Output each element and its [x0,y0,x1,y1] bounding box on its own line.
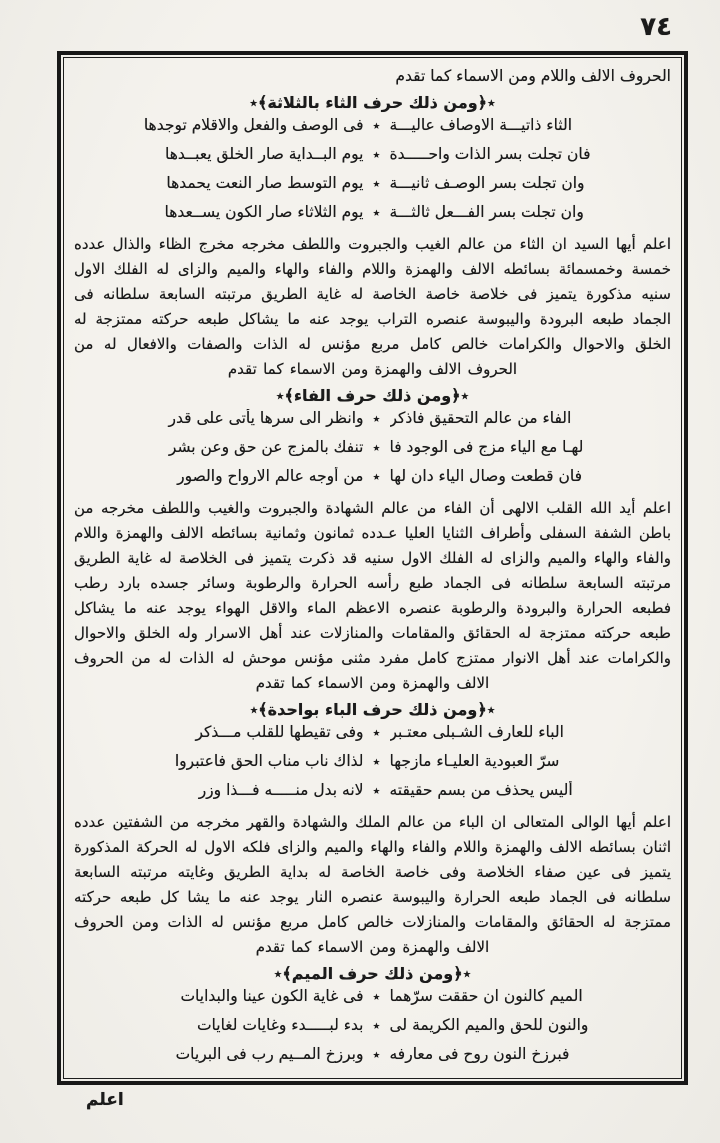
hemistich-second: يوم الثلاثاء صار الكون يســعدها [164,203,364,221]
section-heading-text: ومن ذلك حرف الميم [291,964,454,983]
text-column [74,64,671,1074]
hemistich-second: بدء لبـــــدء وغايات لغايات [196,1016,364,1034]
heading-ornament-open: ٭﴿ [451,386,470,405]
hemistich-first: لهـا مع الياء مزج فى الوجود فا [389,438,584,456]
page-frame [57,51,688,1085]
verse-line [88,174,658,203]
hemistich-first: سرّ العبودية العليـاء مازجها [389,752,560,770]
hemistich-first: الثاء ذاتيـــة الاوصاف عاليـــة [389,116,573,134]
hemistich-first: والنون للحق والميم الكريمة لى [389,1016,589,1034]
verse-separator-star: ٭ [372,754,381,770]
verse-separator-star: ٭ [372,783,381,799]
page-number: ٧٤ [640,12,672,42]
verse-line [88,987,658,1016]
verse-block-faa [88,409,658,496]
intro-line: الحروف الالف واللام ومن الاسماء كما تقدم [395,67,671,85]
hemistich-second: وبرزخ المــيم رب فى البريات [175,1045,364,1063]
verse-separator-star: ٭ [372,118,381,134]
heading-ornament-open: ٭﴿ [477,93,496,112]
hemistich-second: فى غاية الكون عينا والبدايات [180,987,364,1005]
verse-block-thaa [88,116,658,232]
verse-separator-star: ٭ [372,176,381,192]
verse-separator-star: ٭ [372,469,381,485]
hemistich-second: من أوجه عالم الارواح والصور [177,467,364,485]
hemistich-first: فبرزخ النون روح فى معارفه [389,1045,570,1063]
verse-line [88,752,658,781]
verse-line [88,409,658,438]
heading-ornament-close: ﴾٭ [249,700,268,719]
hemistich-first: فان تجلت بسر الذات واحـــــدة [389,145,591,163]
verse-block-meem [88,987,658,1074]
verse-separator-star: ٭ [372,1047,381,1063]
heading-ornament-close: ﴾٭ [249,93,268,112]
hemistich-first: الباء للعارف الشـبلى معتـبر [389,723,564,741]
hemistich-second: يوم التوسط صار النعت يحمدها [166,174,364,192]
verse-separator-star: ٭ [372,725,381,741]
prose-paragraph-faa: اعلم أيد الله القلب الالهى أن الفاء من عالم الشهادة والجبروت والغيب واللطف مخرجه من باطن الشفة السفلى وأطراف الثنايا العليا عـدده ثمانون وثمانية بسائطه الالف والهمزة واللام والفاء والهاء والميم والزاى له الفلك الاول سنيه قد ذكرت يتميز فى الخلاصة له غاية الطريق مرتبته السابعة سلطانه فى الجماد طبع رأسه الحرارة والرطوبة وسائر جسده بارد رطب فطبعه الحرارة والبرودة والرطوبة عنصره الاعظم الماء والاقل الهواء يوجد عنه ما يشاكل طبعه حركته ممتزجة له الحقائق والمقامات والمنازلات عند أهل الاسرار وله الخلق والاحوال والكرامات عند أهل الانوار ممتزج كامل مفرد مثنى مؤنس موحش له الذات له من الحروف الالف والهمزة ومن الاسماء كما تقدم [74,499,671,692]
page-frame-inner [63,57,682,1079]
verse-line [88,145,658,174]
prose-paragraph-baa: اعلم أيها الوالى المتعالى ان الباء من عالم الملك والشهادة والقهر مخرجه من الشفتين عدده اثنان بسائطه الالف والهمزة واللام والفاء والهاء والميم والزاى فلكه الاول له الحركة المذكورة يتميز فى عين صفاء الخلاصة وفى خاصة الخاصة له بداية الطريق وغايته مرتبته السابعة سلطانه فى الجماد طبعه الحرارة واليبوسة عنصره النار يوجد عنه ما يشا كل طبعه حركته ممتزجة له الحقائق والمقامات والمنازلات خالص كامل مربع مؤنس له الذات ومن الحروف الالف والهمزة ومن الاسماء كما تقدم [74,813,671,956]
section-heading-text: ومن ذلك حرف الباء بواحدة [267,700,478,719]
verse-separator-star: ٭ [372,1018,381,1034]
hemistich-second: يوم البــداية صار الخلق يعبــدها [164,145,364,163]
hemistich-first: وان تجلت بسر الفـــعل ثالثـــة [389,203,584,221]
heading-ornament-open: ٭﴿ [477,700,496,719]
verse-block-baa [88,723,658,810]
hemistich-second: لذاك ناب مناب الحق فاعتبروا [174,752,364,770]
verse-separator-star: ٭ [372,989,381,1005]
verse-line [88,467,658,496]
verse-separator-star: ٭ [372,205,381,221]
verse-line [88,1016,658,1045]
heading-ornament-open: ٭﴿ [453,964,472,983]
verse-line [88,781,658,810]
hemistich-second: وفى تقيطها للقلب مـــذكر [195,723,364,741]
verse-line [88,1045,658,1074]
verse-separator-star: ٭ [372,440,381,456]
hemistich-second: فى الوصف والفعل والاقلام توجدها [143,116,364,134]
heading-ornament-close: ﴾٭ [275,386,294,405]
verse-line [88,438,658,467]
hemistich-second: وانظر الى سرها يأتى على قدر [168,409,364,427]
catchword: اعلم [86,1090,124,1110]
hemistich-second: تنفك بالمزج عن حق وعن بشر [168,438,364,456]
verse-separator-star: ٭ [372,147,381,163]
section-heading-baa [74,696,671,723]
section-heading-meem [74,960,671,987]
verse-line [88,203,658,232]
hemistich-first: الفاء من عالم التحقيق فاذكر [389,409,572,427]
section-heading-thaa [74,89,671,116]
verse-line [88,723,658,752]
verse-line [88,116,658,145]
hemistich-first: الميم كالنون ان حققت سرّهما [389,987,583,1005]
hemistich-first: أليس يحذف من بسم حقيقته [389,781,573,799]
section-heading-faa [74,382,671,409]
section-heading-text: ومن ذلك حرف الثاء بالثلاثة [267,93,478,112]
hemistich-first: فان قطعت وصال الياء دان لها [389,467,583,485]
section-heading-text: ومن ذلك حرف الفاء [293,386,452,405]
hemistich-second: لانه بدل منـــــه فـــذا وزر [198,781,364,799]
verse-separator-star: ٭ [372,411,381,427]
prose-paragraph-thaa: اعلم أيها السيد ان الثاء من عالم الغيب والجبروت واللطف مخرجه مخرج الظاء والذال عدده خمسة وخمسمائة بسائطه الالف والهمزة واللام والفاء والهاء والميم والزاى له الفلك الاول سنيه مذكورة يتميز فى خلاصة خاصة الخاصة له غاية الطريق مرتبته السابعة سلطانه فى الجماد طبعه البرودة واليبوسة عنصره التراب يوجد عنه ما يشاكل طبعه حركته ممتزجة له الخلق والاحوال والكرامات خالص كامل مربع مؤنس له الذات والصفات والافعال له من الحروف الالف والهمزة ومن الاسماء كما تقدم [74,235,671,378]
hemistich-first: وان تجلت بسر الوصـف ثانيـــة [389,174,585,192]
heading-ornament-close: ﴾٭ [273,964,292,983]
